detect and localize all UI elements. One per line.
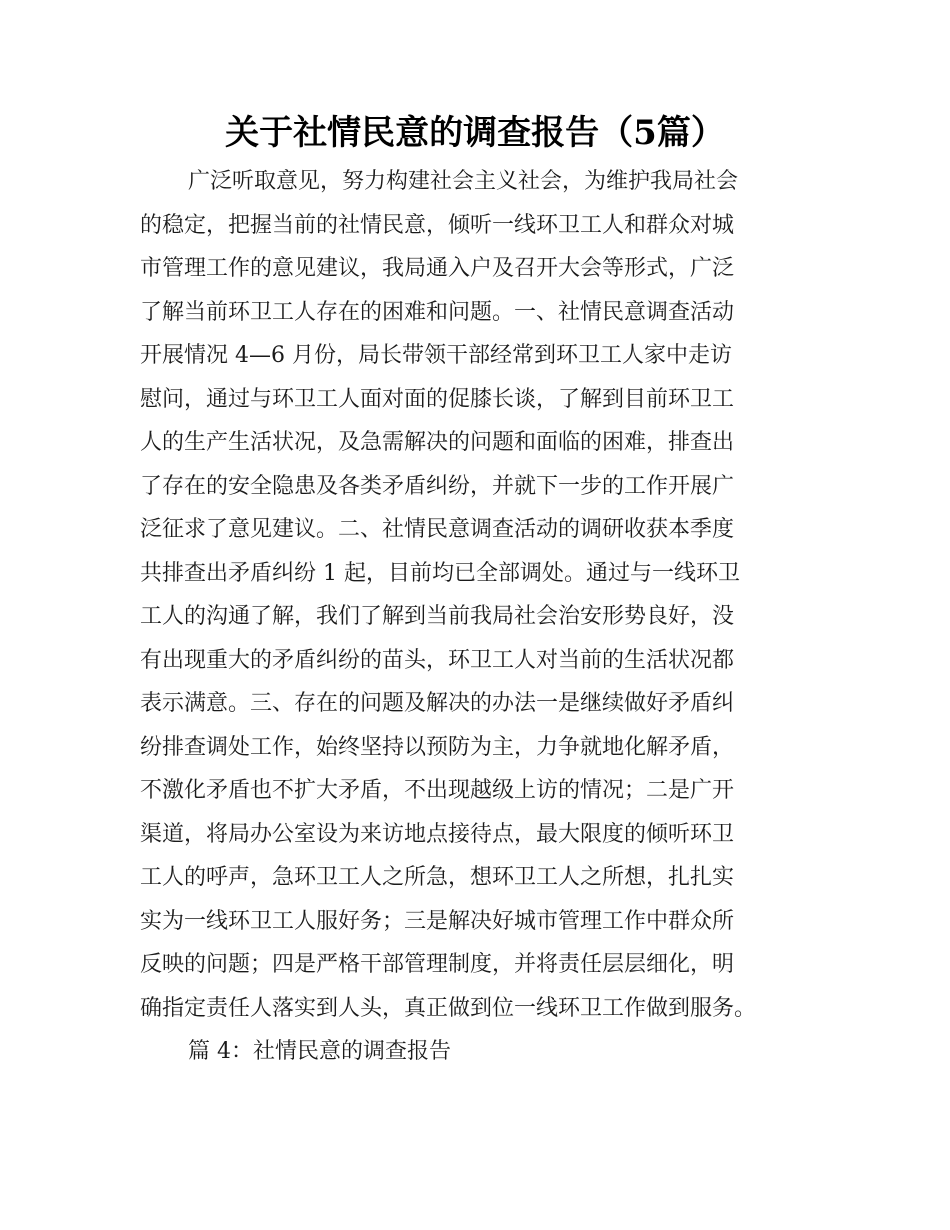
body-line: 共排查出矛盾纠纷 1 起，目前均已全部调处。通过与一线环卫 [140,560,740,586]
body-line: 广泛听取意见，努力构建社会主义社会，为维护我局社会 [188,169,739,194]
body-line: 不激化矛盾也不扩大矛盾，不出现越级上访的情况；二是广开 [140,778,735,803]
body-line: 市管理工作的意见建议，我局通入户及召开大会等形式，广泛 [140,256,735,281]
body-line: 开展情况 4—6 月份，局长带领干部经常到环卫工人家中走访 [140,343,732,368]
body-line: 工人的沟通了解，我们了解到当前我局社会治安形势良好，没 [140,604,735,629]
body-line: 泛征求了意见建议。二、社情民意调查活动的调研收获本季度 [140,517,735,542]
body-line: 人的生产生活状况，及急需解决的问题和面临的困难，排查出 [140,430,735,455]
body-line: 确指定责任人落实到人头，真正做到位一线环卫工作做到服务。 [140,995,757,1021]
body-line: 的稳定，把握当前的社情民意，倾听一线环卫工人和群众对城 [140,212,735,238]
body-line: 有出现重大的矛盾纠纷的苗头，环卫工人对当前的生活状况都 [140,647,735,673]
body-line: 表示满意。三、存在的问题及解决的办法一是继续做好矛盾纠 [140,691,735,716]
document-title: 关于社情民意的调查报告（5篇） [225,113,725,153]
body-line: 纷排查调处工作，始终坚持以预防为主，力争就地化解矛盾， [140,734,735,760]
body-line: 工人的呼声，急环卫工人之所急，想环卫工人之所想，扎扎实 [140,865,735,890]
body-line: 实为一线环卫工人服好务；三是解决好城市管理工作中群众所 [140,908,735,934]
body-line: 渠道，将局办公室设为来访地点接待点，最大限度的倾听环卫 [140,821,735,847]
body-line: 慰问，通过与环卫工人面对面的促膝长谈，了解到目前环卫工 [140,386,735,412]
document-body [140,160,830,1074]
body-line: 反映的问题；四是严格干部管理制度，并将责任层层细化，明 [140,952,735,977]
body-line: 了解当前环卫工人存在的困难和问题。一、社情民意调查活动 [140,299,735,325]
body-line: 了存在的安全隐患及各类矛盾纠纷，并就下一步的工作开展广 [140,473,735,499]
section-heading: 篇 4：社情民意的调查报告 [188,1039,451,1064]
